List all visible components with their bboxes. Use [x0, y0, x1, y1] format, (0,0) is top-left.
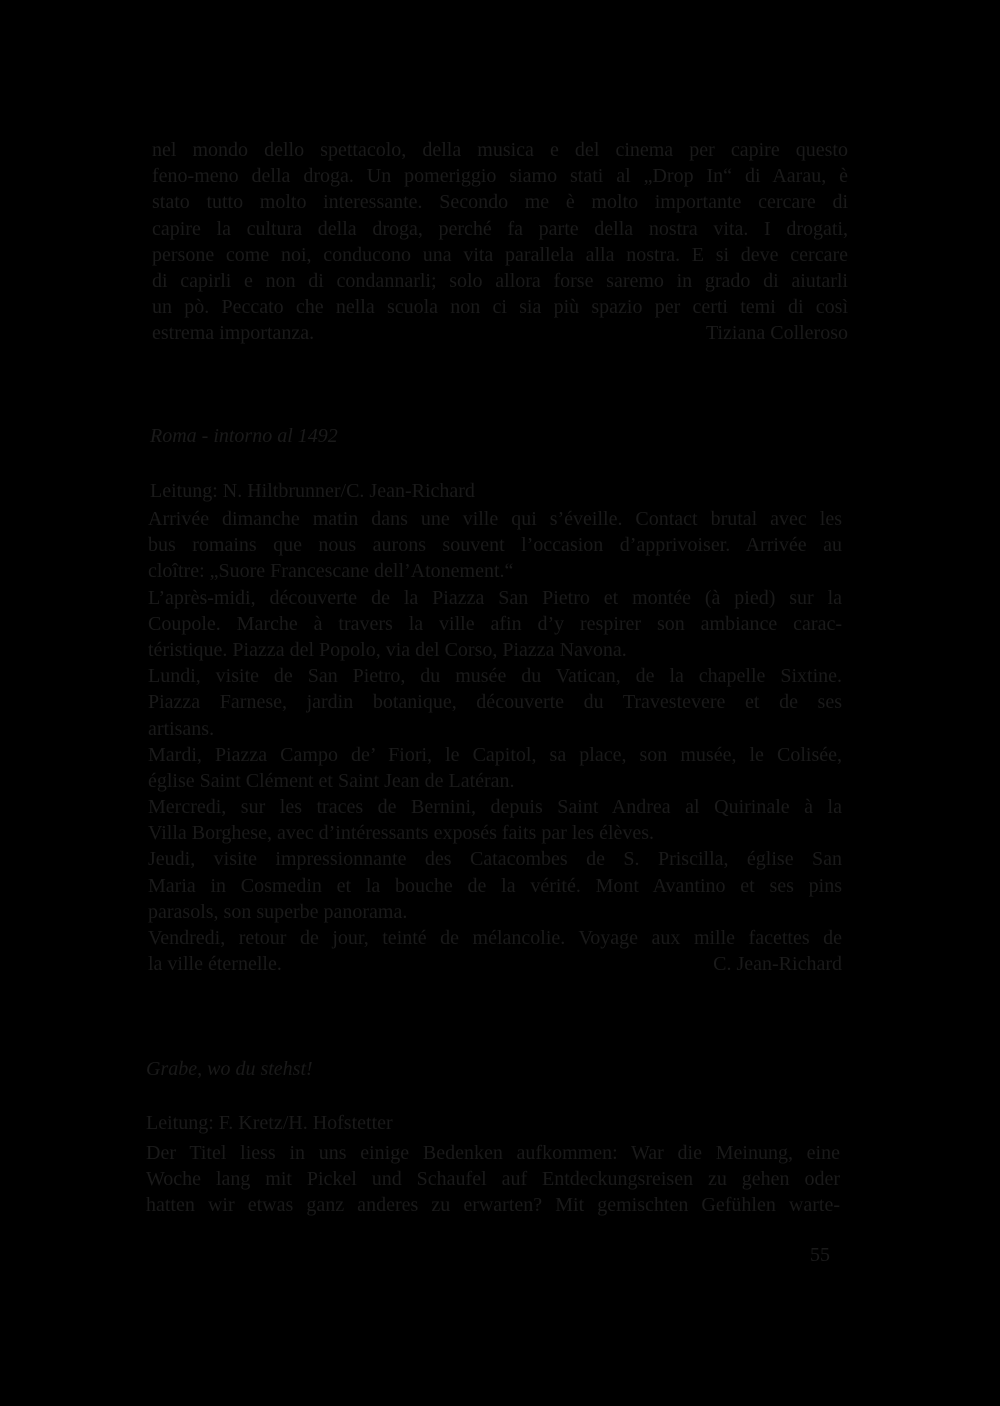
text-line-with-signature	[152, 320, 848, 346]
text-line: un pò. Peccato che nella scuola non ci sia più spazio per certi temi di così	[152, 296, 848, 319]
text-line: Woche lang mit Pickel und Schaufel auf Entdeckungsreisen zu gehen oder	[146, 1168, 840, 1191]
section-title-roma: Roma - intorno al 1492	[150, 425, 338, 447]
author-signature: C. Jean-Richard	[713, 953, 842, 976]
text-line: stato tutto molto interessante. Secondo me è molto importante cercare di	[152, 191, 848, 214]
text-line: nel mondo dello spettacolo, della musica e del cinema per capire questo	[152, 139, 848, 161]
text-line: Mardi, Piazza Campo de’ Fiori, le Capitol, sa place, son musée, le Colisée,	[148, 743, 842, 766]
text-line: Der Titel liess in uns einige Bedenken aufkommen: War die Meinung, eine	[146, 1142, 840, 1164]
text-line: Jeudi, visite impressionnante des Catacombes de S. Priscilla, église San	[148, 848, 842, 871]
text-line: di capirli e non di condannarli; solo allora forse saremo in grado di aiutarli	[152, 269, 848, 292]
section-leader-roma: Leitung: N. Hiltbrunner/C. Jean-Richard	[150, 480, 475, 502]
text-line: Coupole. Marche à travers la ville afin d’y respirer son ambiance carac-	[148, 612, 842, 635]
section-italian-text	[152, 137, 848, 347]
text-line: Villa Borghese, avec d’intéressants exposés faits par les élèves.	[148, 822, 655, 845]
text-line: feno-meno della droga. Un pomeriggio siamo stati al „Drop In“ di Aarau, è	[152, 165, 848, 188]
text-line: Piazza Farnese, jardin botanique, découverte du Travestevere et de ses	[148, 691, 842, 714]
author-signature: Tiziana Colleroso	[705, 322, 848, 345]
text-line: parasols, son superbe panorama.	[148, 900, 408, 923]
text-line: téristique. Piazza del Popolo, via del Corso, Piazza Navona.	[148, 638, 627, 661]
section-french-text	[148, 506, 842, 977]
text-line: persone come noi, conducono una vita parallela alla nostra. E si deve cercare	[152, 243, 848, 266]
text-line: capire la cultura della droga, perché fa parte della nostra vita. I drogati,	[152, 217, 848, 240]
text-line-end: estrema importanza.	[152, 322, 315, 345]
text-line: artisans.	[148, 717, 215, 740]
text-line: cloître: „Suore Francescane dell’Atonement.“	[148, 560, 514, 583]
section-german-text	[146, 1140, 840, 1219]
section-title-grabe: Grabe, wo du stehst!	[146, 1058, 313, 1080]
text-line: Maria in Cosmedin et la bouche de la vérité. Mont Avantino et ses pins	[148, 874, 842, 897]
text-line: église Saint Clément et Saint Jean de Latéran.	[148, 769, 515, 792]
text-line: hatten wir etwas ganz anderes zu erwarten? Mit gemischten Gefühlen warte-	[146, 1194, 840, 1217]
page-number: 55	[810, 1244, 830, 1266]
text-line-end: la ville éternelle.	[148, 953, 282, 976]
text-line: Mercredi, sur les traces de Bernini, depuis Saint Andrea al Quirinale à la	[148, 796, 842, 819]
text-line: L’après-midi, découverte de la Piazza San Pietro et montée (à pied) sur la	[148, 586, 842, 609]
text-line: Vendredi, retour de jour, teinté de mélancolie. Voyage aux mille facettes de	[148, 927, 842, 949]
section-leader-grabe: Leitung: F. Kretz/H. Hofstetter	[146, 1112, 393, 1134]
text-line-with-signature	[148, 951, 842, 977]
text-line: Arrivée dimanche matin dans une ville qui s’éveille. Contact brutal avec les	[148, 508, 842, 530]
text-line: Lundi, visite de San Pietro, du musée du Vatican, de la chapelle Sixtine.	[148, 665, 842, 688]
text-line: bus romains que nous aurons souvent l’occasion d’apprivoiser. Arrivée au	[148, 534, 842, 557]
